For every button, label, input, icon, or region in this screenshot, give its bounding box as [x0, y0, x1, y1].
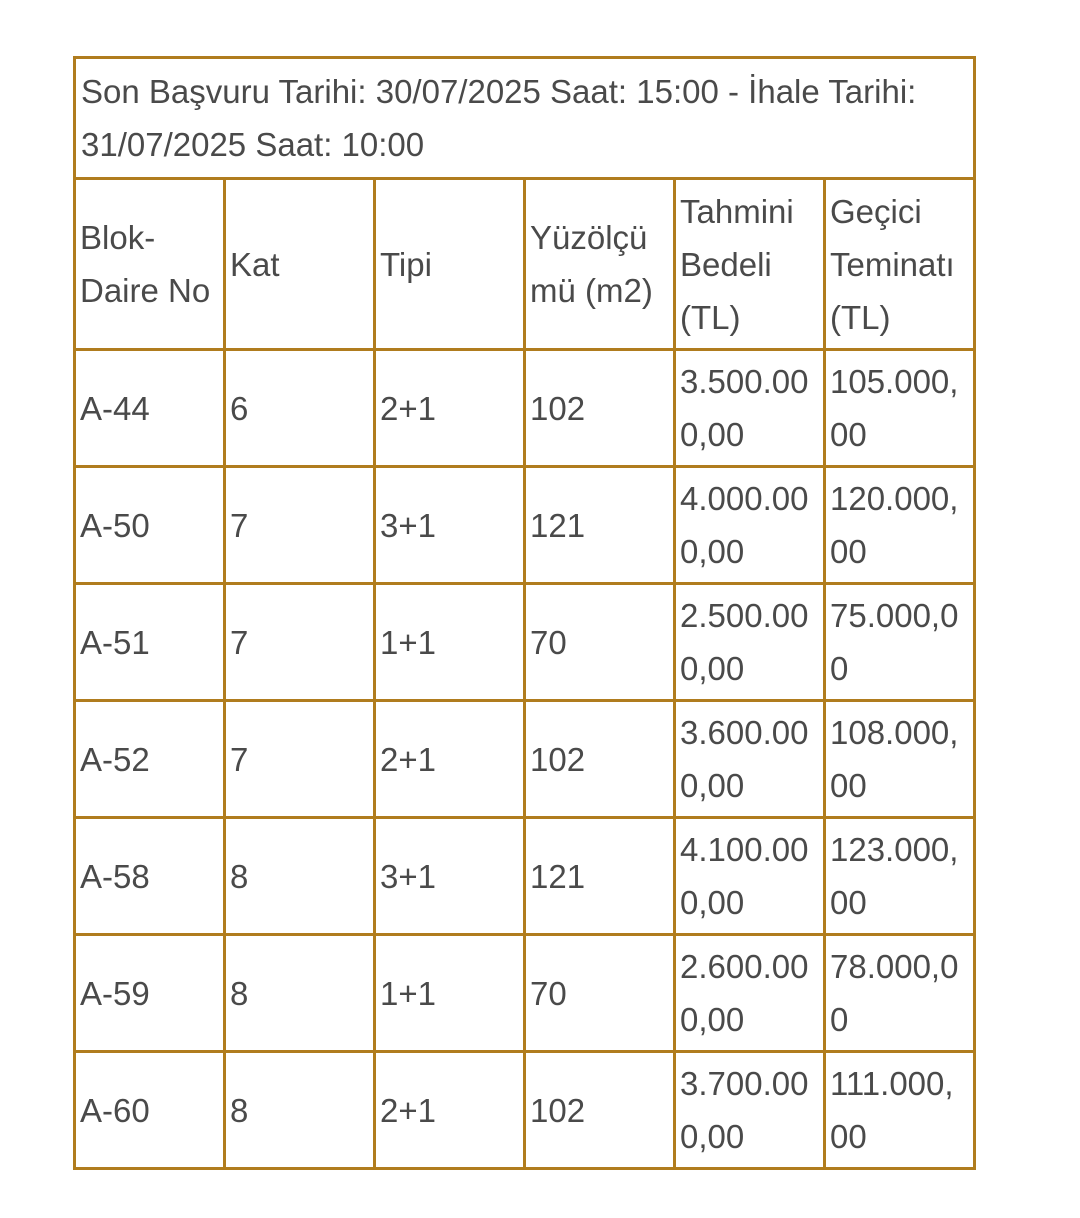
cell-estimated-price: 3.700.000,00: [675, 1052, 825, 1169]
table-row: [75, 467, 975, 584]
column-header-block-no: Blok-Daire No: [75, 179, 225, 350]
cell-area: 121: [525, 818, 675, 935]
table-row: [75, 1052, 975, 1169]
cell-block-no: A-51: [75, 584, 225, 701]
cell-estimated-price: 4.100.000,00: [675, 818, 825, 935]
notice-row: [75, 58, 975, 179]
cell-block-no: A-60: [75, 1052, 225, 1169]
cell-type: 1+1: [375, 935, 525, 1052]
cell-estimated-price: 3.600.000,00: [675, 701, 825, 818]
cell-deposit: 105.000,00: [825, 350, 975, 467]
cell-type: 1+1: [375, 584, 525, 701]
column-header-estimated-price: Tahmini Bedeli (TL): [675, 179, 825, 350]
cell-floor: 7: [225, 467, 375, 584]
cell-floor: 8: [225, 1052, 375, 1169]
cell-deposit: 75.000,00: [825, 584, 975, 701]
cell-floor: 6: [225, 350, 375, 467]
auction-table-container: [73, 56, 973, 1170]
header-row: [75, 179, 975, 350]
table-row: [75, 818, 975, 935]
cell-deposit: 123.000,00: [825, 818, 975, 935]
cell-type: 3+1: [375, 818, 525, 935]
cell-area: 121: [525, 467, 675, 584]
cell-estimated-price: 2.600.000,00: [675, 935, 825, 1052]
auction-table: [73, 56, 976, 1170]
table-row: [75, 350, 975, 467]
cell-area: 102: [525, 701, 675, 818]
table-row: [75, 935, 975, 1052]
cell-type: 2+1: [375, 350, 525, 467]
cell-floor: 8: [225, 935, 375, 1052]
column-header-type: Tipi: [375, 179, 525, 350]
cell-area: 70: [525, 584, 675, 701]
cell-deposit: 78.000,00: [825, 935, 975, 1052]
cell-block-no: A-52: [75, 701, 225, 818]
cell-type: 2+1: [375, 701, 525, 818]
column-header-deposit: Geçici Teminatı (TL): [825, 179, 975, 350]
cell-deposit: 108.000,00: [825, 701, 975, 818]
cell-area: 70: [525, 935, 675, 1052]
cell-floor: 7: [225, 701, 375, 818]
cell-block-no: A-59: [75, 935, 225, 1052]
cell-deposit: 120.000,00: [825, 467, 975, 584]
cell-block-no: A-58: [75, 818, 225, 935]
cell-block-no: A-44: [75, 350, 225, 467]
column-header-floor: Kat: [225, 179, 375, 350]
cell-floor: 7: [225, 584, 375, 701]
cell-type: 3+1: [375, 467, 525, 584]
cell-estimated-price: 2.500.000,00: [675, 584, 825, 701]
cell-floor: 8: [225, 818, 375, 935]
column-header-area: Yüzölçümü (m2): [525, 179, 675, 350]
cell-type: 2+1: [375, 1052, 525, 1169]
table-row: [75, 701, 975, 818]
deadline-notice: Son Başvuru Tarihi: 30/07/2025 Saat: 15:00 - İhale Tarihi: 31/07/2025 Saat: 10:00: [75, 58, 975, 179]
cell-deposit: 111.000,00: [825, 1052, 975, 1169]
cell-block-no: A-50: [75, 467, 225, 584]
cell-estimated-price: 3.500.000,00: [675, 350, 825, 467]
cell-estimated-price: 4.000.000,00: [675, 467, 825, 584]
cell-area: 102: [525, 1052, 675, 1169]
cell-area: 102: [525, 350, 675, 467]
table-row: [75, 584, 975, 701]
